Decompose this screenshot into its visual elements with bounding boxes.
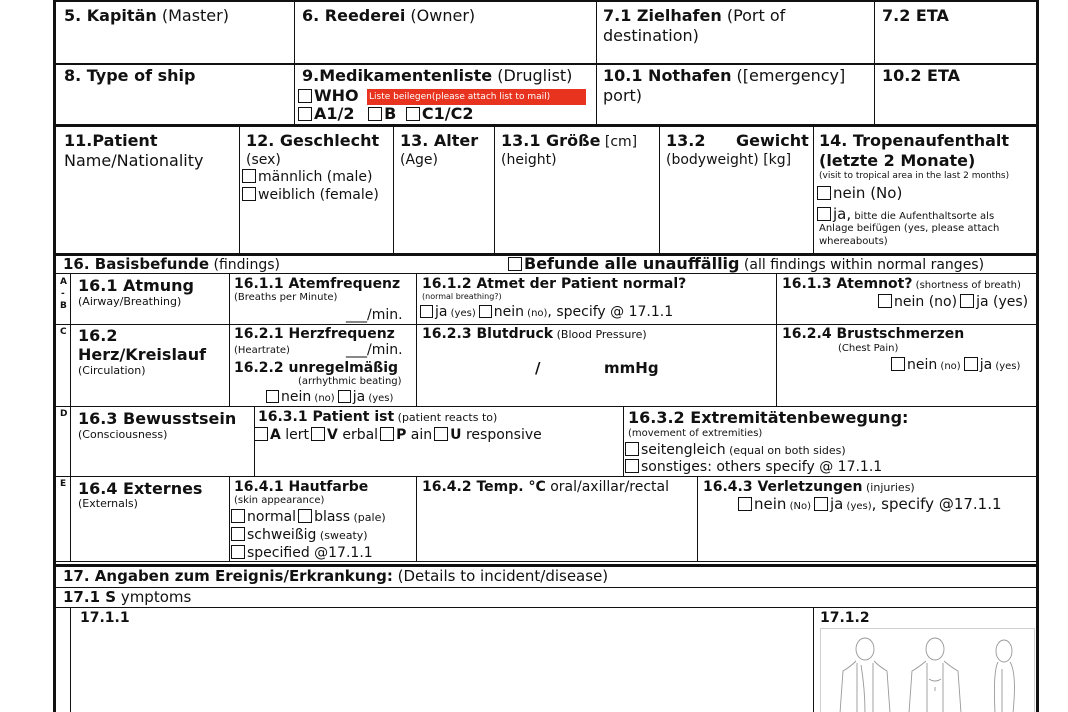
breathing-normal-options[interactable]: ja (yes) nein (no), specify @ 17.1.1 [420, 305, 673, 319]
circulation-sub: (Circulation) [78, 364, 146, 377]
rule [56, 0, 1036, 2]
field-destination-port: 7.1 Zielhafen (Port of [603, 6, 786, 25]
checkbox[interactable] [298, 509, 312, 523]
breath-rate-sub: (Breaths per Minute) [234, 292, 338, 303]
section-letter-a: A [60, 277, 67, 287]
rule [596, 0, 597, 125]
section-letter-dash: - [61, 289, 65, 299]
rule [623, 406, 624, 476]
rule [56, 607, 1036, 608]
checkbox[interactable] [960, 294, 974, 308]
field-druglist: 9.Medikamentenliste (Druglist) [302, 66, 573, 85]
checkbox[interactable] [738, 497, 752, 511]
section-letter-d: D [60, 409, 68, 419]
blood-pressure-slash: / [535, 359, 541, 377]
rule [56, 587, 1036, 588]
rule [229, 273, 230, 406]
field-weight-num: 13.2 [666, 131, 706, 150]
blood-pressure-unit: mmHg [604, 359, 659, 377]
medical-report-form [53, 0, 1039, 712]
checkbox[interactable] [434, 427, 448, 441]
symptoms-title: 17.1 S ymptoms [63, 588, 192, 606]
checkbox[interactable] [254, 427, 268, 441]
skin-sub: (skin appearance) [234, 495, 325, 506]
checkbox[interactable] [231, 509, 245, 523]
checkbox[interactable] [817, 207, 831, 221]
section-letter-b: B [60, 301, 67, 311]
checkbox[interactable] [508, 257, 522, 271]
checkbox[interactable] [479, 305, 492, 318]
section-letter-c: C [60, 327, 67, 337]
rule [56, 273, 1036, 274]
rule [697, 476, 698, 562]
rule [56, 324, 1036, 325]
tropical-no-option[interactable]: nein (No) [817, 186, 902, 201]
age-sub: (Age) [400, 152, 439, 168]
rule [659, 127, 660, 253]
heartrate-unit: ___/min. [346, 342, 403, 358]
rule [56, 406, 1036, 407]
rule [776, 273, 777, 406]
rule [56, 63, 1036, 65]
symptoms-text-field-label: 17.1.1 [80, 610, 130, 626]
consciousness-title: 16.3 Bewusstsein [78, 409, 237, 428]
sex-sub: (sex) [246, 152, 281, 168]
heartrate-label: 16.2.1 Herzfrequenz [234, 326, 395, 342]
body-outline-icon [821, 629, 1034, 712]
breathing-sub: (Airway/Breathing) [78, 295, 182, 308]
field-eta-destination: 7.2 ETA [882, 6, 949, 25]
checkbox[interactable] [242, 169, 256, 183]
field-emergency-port-line2: port) [603, 86, 643, 105]
checkbox[interactable] [625, 459, 639, 473]
checkbox[interactable] [311, 427, 325, 441]
heartrate-sub: (Heartrate) [234, 345, 290, 356]
checkbox[interactable] [298, 107, 312, 121]
externals-sub: (Externals) [78, 497, 138, 510]
consciousness-sub: (Consciousness) [78, 428, 168, 441]
rule [416, 476, 417, 562]
injuries-options[interactable]: nein (No) ja (yes), specify @17.1.1 [738, 497, 1002, 512]
circulation-title-num: 16.2 [78, 326, 118, 345]
findings-title: 16. Basisbefunde (findings) [63, 255, 280, 273]
chest-pain-label: 16.2.4 Brustschmerzen [782, 326, 965, 342]
attach-list-note: Liste beilegen(please attach list to mail) [367, 89, 586, 105]
field-eta-emergency: 10.2 ETA [882, 66, 961, 85]
checkbox[interactable] [242, 187, 256, 201]
field-ship-type: 8. Type of ship [64, 66, 196, 85]
irregular-label: 16.2.2 unregelmäßig [234, 360, 399, 376]
checkbox[interactable] [266, 390, 279, 403]
rule [813, 127, 814, 253]
sex-female-option[interactable]: weiblich (female) [242, 187, 379, 202]
field-age: 13. Alter [400, 131, 479, 150]
extremities-sub: (movement of extremities) [628, 428, 763, 439]
tropical-yes-note-2: whereabouts) [819, 236, 888, 247]
breath-rate-label: 16.1.1 Atemfrequenz [234, 276, 401, 292]
field-weight-label: Gewicht [736, 131, 809, 150]
symptoms-text-area[interactable] [71, 626, 812, 712]
irregular-options[interactable]: nein (no) ja (yes) [266, 390, 393, 404]
body-chart-label: 17.1.2 [820, 610, 870, 626]
height-sub: (height) [501, 152, 557, 168]
breathing-title: 16.1 Atmung [78, 276, 194, 295]
rule [393, 127, 394, 253]
checkbox[interactable] [891, 357, 905, 371]
rule [874, 0, 875, 125]
tropical-note: (visit to tropical area in the last 2 months) [819, 171, 1010, 181]
skin-label: 16.4.1 Hautfarbe [234, 479, 369, 495]
rule [294, 0, 295, 125]
breathing-normal-question: 16.1.2 Atmet der Patient normal? [422, 276, 687, 292]
rule [416, 273, 417, 406]
breath-rate-unit: ___/min. [346, 307, 403, 323]
rule [56, 124, 1036, 127]
sex-male-option[interactable]: männlich (male) [242, 169, 372, 184]
rule [494, 127, 495, 253]
rule [56, 476, 1036, 477]
temperature-label: 16.4.2 Temp. °C oral/axillar/rectal [422, 479, 670, 495]
checkbox[interactable] [817, 186, 831, 200]
druglist-class-options[interactable]: A1/2 B C1/C2 [298, 106, 473, 122]
extremities-other-option[interactable]: sonstiges: others specify @ 17.1.1 [625, 459, 882, 474]
rule [813, 607, 814, 712]
skin-specified-option[interactable]: specified @17.1.1 [231, 545, 373, 560]
short-breath-label: 16.1.3 Atemnot? (shortness of breath) [782, 276, 1021, 292]
short-breath-options[interactable]: nein (no) ja (yes) [878, 294, 1028, 309]
checkbox[interactable] [878, 294, 892, 308]
weight-sub: (bodyweight) [kg] [666, 152, 792, 168]
findings-all-normal-option[interactable]: Befunde alle unauffällig (all findings within normal ranges) [508, 256, 984, 272]
avpu-options[interactable]: A lert V erbal P ain U responsive [254, 427, 542, 442]
skin-sweaty-option[interactable]: schweißig (sweaty) [231, 527, 368, 542]
checkbox[interactable] [625, 442, 639, 456]
field-sex: 12. Geschlecht [246, 131, 380, 150]
chest-pain-sub: (Chest Pain) [838, 343, 899, 354]
externals-title: 16.4 Externes [78, 479, 203, 498]
checkbox[interactable] [368, 107, 382, 121]
incident-details-title: 17. Angaben zum Ereignis/Erkrankung: (Details to incident/disease) [63, 567, 609, 585]
section-letter-e: E [60, 479, 67, 489]
rule [239, 127, 240, 253]
field-tropical-stay: 14. Tropenaufenthalt [819, 131, 1010, 150]
checkbox[interactable] [420, 305, 433, 318]
patient-reacts-label: 16.3.1 Patient ist (patient reacts to) [258, 409, 498, 425]
checkbox[interactable] [406, 107, 420, 121]
tropical-yes-option[interactable]: ja, bitte die Aufenthaltsorte als [817, 207, 994, 222]
checkbox[interactable] [814, 497, 828, 511]
checkbox[interactable] [231, 527, 245, 541]
tropical-yes-note: Anlage beifügen (yes, please attach [819, 223, 1000, 234]
irregular-sub: (arrhythmic beating) [298, 376, 402, 387]
extremities-equal-option[interactable]: seitengleich (equal on both sides) [625, 442, 846, 457]
body-outline-figure[interactable] [820, 628, 1035, 712]
field-master: 5. Kapitän (Master) [64, 6, 229, 25]
field-owner: 6. Reederei (Owner) [302, 6, 476, 25]
checkbox[interactable] [338, 390, 351, 403]
extremities-label: 16.3.2 Extremitätenbewegung: [628, 408, 909, 427]
druglist-who-option[interactable]: WHO [298, 88, 359, 104]
injuries-label: 16.4.3 Verletzungen (injuries) [703, 479, 915, 495]
checkbox[interactable] [964, 357, 978, 371]
checkbox[interactable] [231, 545, 245, 559]
skin-normal-pale-options[interactable]: normal blass (pale) [231, 509, 386, 524]
circulation-title: Herz/Kreislauf [78, 345, 207, 364]
checkbox[interactable] [298, 89, 312, 103]
rule [229, 476, 230, 562]
chest-pain-options[interactable]: nein (no) ja (yes) [891, 357, 1020, 372]
rule [56, 561, 1036, 562]
field-height: 13.1 Größe [cm] [501, 131, 638, 150]
breathing-normal-sub: (normal breathing?) [422, 292, 502, 301]
checkbox[interactable] [380, 427, 394, 441]
field-emergency-port: 10.1 Nothafen ([emergency] [603, 66, 846, 85]
rule [70, 273, 71, 562]
field-destination-port-line2: destination) [603, 26, 699, 45]
tropical-last-2-months: (letzte 2 Monate) [819, 151, 976, 170]
blood-pressure-label: 16.2.3 Blutdruck (Blood Pressure) [422, 326, 647, 342]
patient-name-nationality: Name/Nationality [64, 151, 204, 170]
field-patient: 11.Patient [64, 131, 158, 150]
